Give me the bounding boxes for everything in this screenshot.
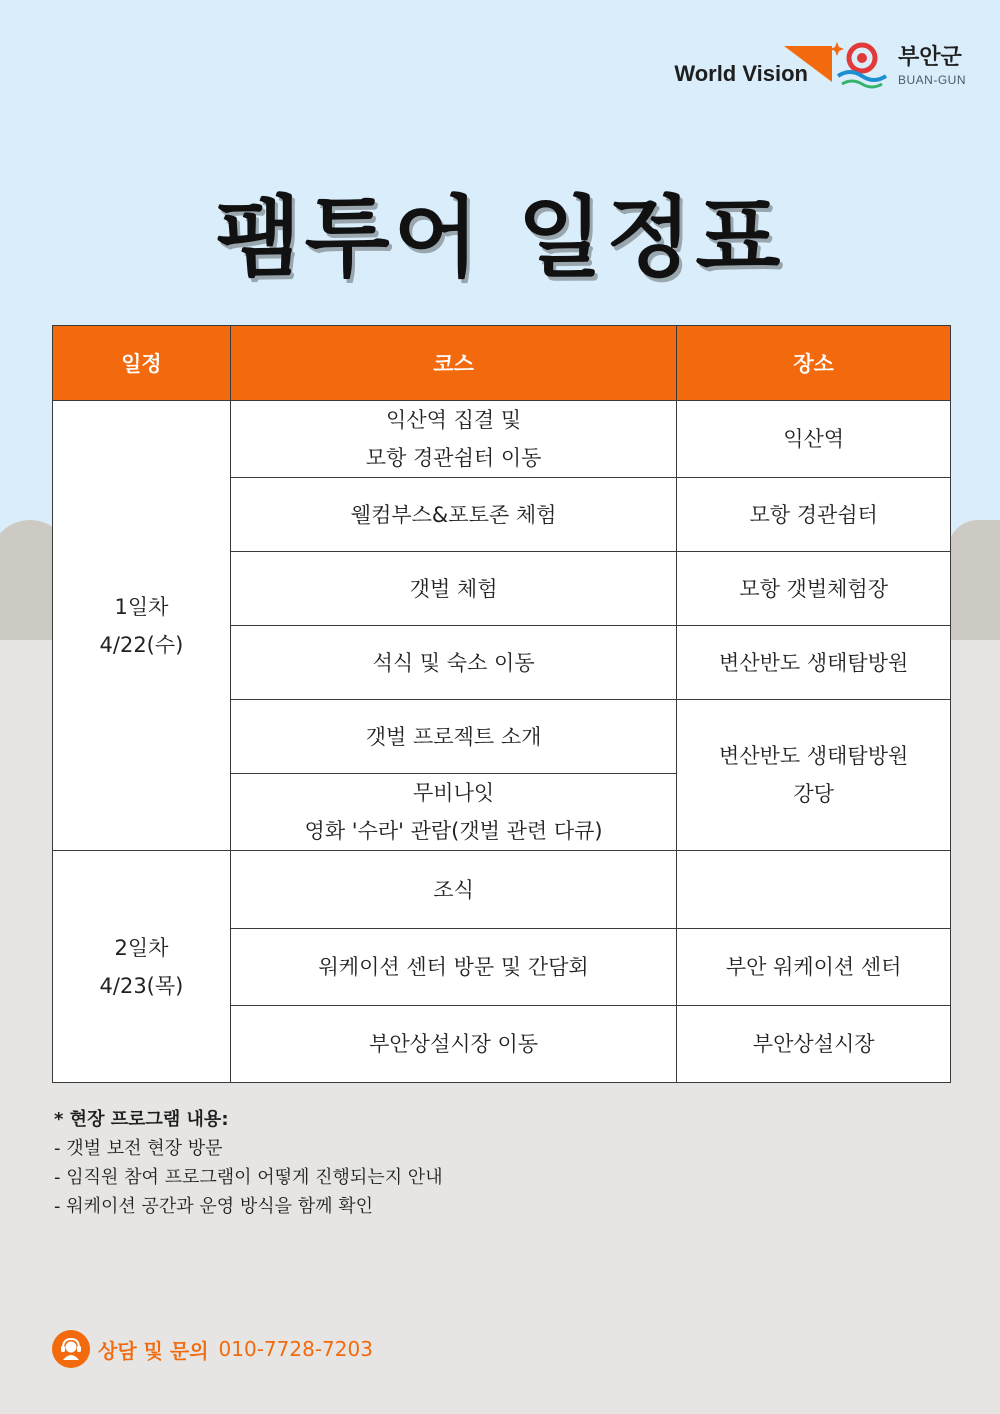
- course-cell: 조식: [230, 851, 676, 929]
- notes-heading: * 현장 프로그램 내용:: [54, 1109, 229, 1130]
- buan-gun-english-name: BUAN-GUN: [897, 72, 966, 87]
- contact-phone-number[interactable]: 010-7728-7203: [218, 1337, 373, 1361]
- world-vision-star-icon: [784, 42, 844, 82]
- course-cell: 워케이션 센터 방문 및 간담회: [230, 929, 676, 1006]
- notes-item: - 갯벌 보전 현장 방문: [54, 1138, 223, 1159]
- day1-label: 1일차 4/22(수): [53, 401, 231, 851]
- buan-gun-text: [897, 44, 966, 87]
- background-hill-right: [948, 520, 1000, 640]
- buan-gun-korean-name: 부안군: [897, 44, 962, 70]
- notes-item: - 워케이션 공간과 운영 방식을 함께 확인: [54, 1196, 374, 1217]
- place-cell: 부안상설시장: [677, 1006, 951, 1083]
- program-notes: [54, 1105, 443, 1221]
- place-cell: [677, 851, 951, 929]
- world-vision-logo: [674, 38, 808, 94]
- place-cell: 변산반도 생태탐방원: [677, 626, 951, 700]
- place-cell: 모항 갯벌체험장: [677, 552, 951, 626]
- course-cell: 무비나잇 영화 '수라' 관람(갯벌 관련 다큐): [230, 774, 676, 851]
- place-cell: 부안 워케이션 센터: [677, 929, 951, 1006]
- table-row: [53, 851, 951, 929]
- place-cell: 모항 경관쉼터: [677, 478, 951, 552]
- world-vision-wordmark: World Vision: [674, 61, 808, 86]
- header-schedule: 일정: [53, 326, 231, 401]
- table-row: [53, 401, 951, 478]
- logo-bar: [674, 36, 966, 96]
- course-cell: 익산역 집결 및 모항 경관쉼터 이동: [230, 401, 676, 478]
- notes-item: - 임직원 참여 프로그램이 어떻게 진행되는지 안내: [54, 1167, 443, 1188]
- buan-gun-logo: [836, 42, 966, 90]
- page-title: 팸투어 일정표: [215, 186, 785, 289]
- place-cell: 변산반도 생태탐방원 강당: [677, 700, 951, 851]
- headset-icon: [52, 1330, 90, 1368]
- course-cell: 석식 및 숙소 이동: [230, 626, 676, 700]
- schedule-table: [52, 325, 951, 1083]
- course-cell: 웰컴부스&포토존 체험: [230, 478, 676, 552]
- header-place: 장소: [677, 326, 951, 401]
- header-course: 코스: [230, 326, 676, 401]
- course-cell: 갯벌 체험: [230, 552, 676, 626]
- course-cell: 갯벌 프로젝트 소개: [230, 700, 676, 774]
- place-cell: 익산역: [677, 401, 951, 478]
- table-header-row: [53, 326, 951, 401]
- course-cell: 부안상설시장 이동: [230, 1006, 676, 1083]
- contact-label: 상담 및 문의: [98, 1338, 209, 1363]
- contact-info: [52, 1330, 373, 1368]
- day2-label: 2일차 4/23(목): [53, 851, 231, 1083]
